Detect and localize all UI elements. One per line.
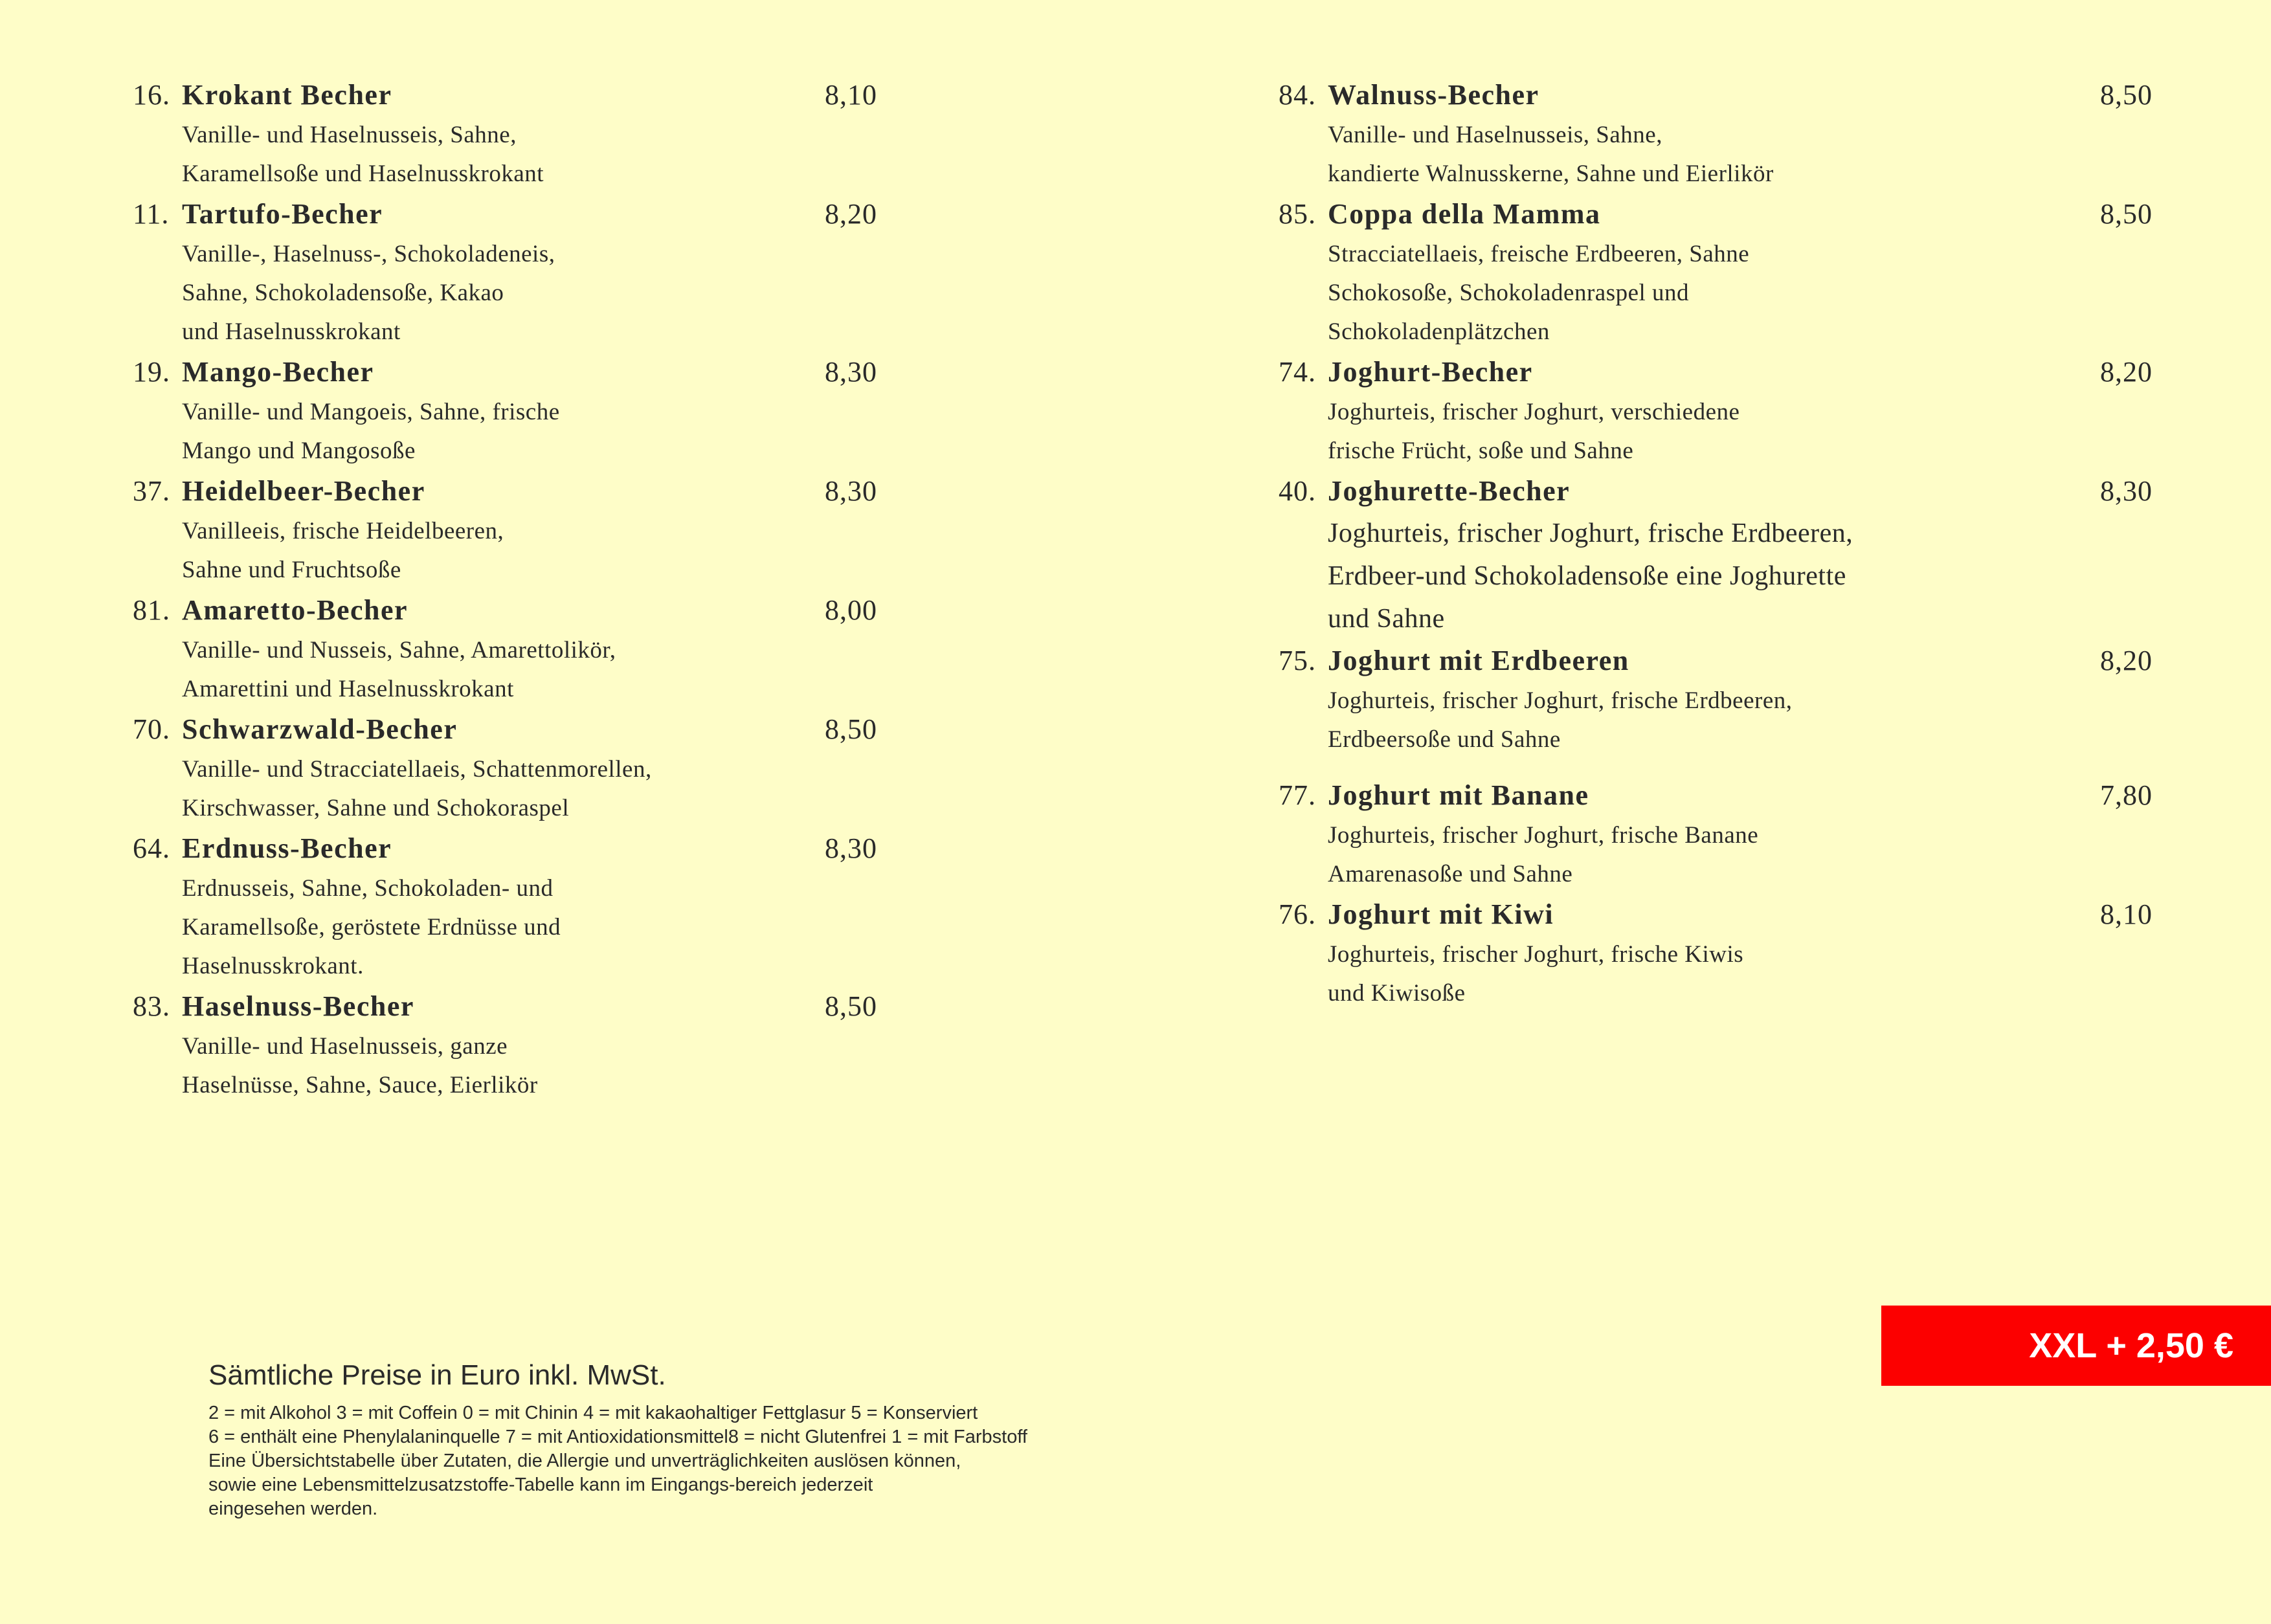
menu-item-description: Amarenasoße und Sahne (1328, 861, 1573, 887)
menu-item-price: 8,30 (825, 475, 877, 507)
menu-item-description: Haselnusskrokant. (182, 953, 364, 979)
menu-item-description: Joghurteis, frischer Joghurt, frische Erdbeeren, (1328, 687, 1793, 714)
menu-item (133, 590, 877, 709)
menu-item-description: und Kiwisoße (1328, 980, 1466, 1007)
menu-item-description: Erdbeer-und Schokoladensoße eine Joghurette (1328, 561, 1846, 591)
menu-item-description: frische Frücht, soße und Sahne (1328, 438, 1634, 464)
menu-item-header (133, 471, 877, 512)
menu-item-header (1279, 640, 2153, 682)
menu-item-number: 76. (1279, 898, 1316, 930)
menu-item-header (1279, 471, 2153, 512)
menu-item (1279, 894, 2153, 1013)
menu-item-header (133, 351, 877, 393)
menu-item-name: Heidelbeer-Becher (182, 475, 425, 507)
menu-item-description: Vanille- und Nusseis, Sahne, Amarettolikör, (182, 637, 616, 663)
menu-item-price: 8,30 (825, 356, 877, 388)
menu-item-name: Joghurt mit Banane (1328, 779, 1589, 811)
menu-item-price: 8,30 (825, 832, 877, 864)
menu-item-header (133, 74, 877, 116)
menu-item-number: 16. (133, 79, 170, 111)
menu-item (133, 709, 877, 828)
menu-item-number: 19. (133, 356, 170, 388)
menu-item (133, 351, 877, 471)
menu-item-number: 77. (1279, 779, 1316, 811)
menu-item-description: Vanille- und Stracciatellaeis, Schattenmorellen, (182, 756, 652, 783)
menu-item-number: 84. (1279, 79, 1316, 111)
menu-item-price: 8,10 (825, 79, 877, 111)
menu-item-price: 8,50 (825, 990, 877, 1022)
menu-item-description: Stracciatellaeis, freische Erdbeeren, Sahne (1328, 241, 1750, 267)
menu-item (1279, 74, 2153, 194)
menu-item-number: 81. (133, 594, 170, 626)
menu-item-description: Vanilleeis, frische Heidelbeeren, (182, 518, 504, 544)
menu-item-header (1279, 74, 2153, 116)
menu-item-description: und Haselnusskrokant (182, 318, 401, 345)
menu-item-price: 8,20 (2100, 356, 2153, 388)
menu-item-description: kandierte Walnusskerne, Sahne und Eierlikör (1328, 161, 1774, 187)
menu-item (1279, 194, 2153, 351)
menu-item-price: 8,50 (2100, 198, 2153, 230)
menu-item-description: Vanille- und Haselnusseis, ganze (182, 1033, 508, 1060)
menu-item-header (1279, 194, 2153, 235)
menu-item-header (133, 828, 877, 869)
menu-item (1279, 775, 2153, 894)
menu-item-number: 70. (133, 713, 170, 745)
menu-item-description: Vanille- und Mangoeis, Sahne, frische (182, 399, 560, 425)
menu-item (133, 471, 877, 590)
menu-item-header (1279, 894, 2153, 935)
menu-item-description: Joghurteis, frischer Joghurt, frische Banane (1328, 822, 1759, 849)
additive-legend-line: 2 = mit Alkohol 3 = mit Coffein 0 = mit Chinin 4 = mit kakaohaltiger Fettglasur 5 = Konserviert (208, 1403, 978, 1423)
menu-item-name: Joghurette-Becher (1328, 475, 1571, 507)
menu-item-header (133, 709, 877, 750)
menu-item-description: Kirschwasser, Sahne und Schokoraspel (182, 795, 570, 821)
menu-item-header (133, 590, 877, 631)
menu-item-number: 74. (1279, 356, 1316, 388)
menu-item-price: 8,20 (825, 198, 877, 230)
menu-item (133, 828, 877, 986)
menu-item (133, 194, 877, 351)
allergen-note-line: sowie eine Lebensmittelzusatzstoffe-Tabelle kann im Eingangs-bereich jederzeit (208, 1474, 873, 1495)
menu-item-price: 8,50 (2100, 79, 2153, 111)
right-menu-column (1279, 74, 2153, 1013)
menu-item-number: 37. (133, 475, 170, 507)
menu-item-name: Erdnuss-Becher (182, 832, 392, 864)
menu-item (1279, 471, 2153, 640)
menu-item-name: Joghurt mit Kiwi (1328, 898, 1554, 930)
allergen-note-line: eingesehen werden. (208, 1498, 378, 1519)
menu-item-description: Sahne und Fruchtsoße (182, 557, 401, 583)
menu-item-name: Schwarzwald-Becher (182, 713, 458, 745)
menu-item-description: Erdnusseis, Sahne, Schokoladen- und (182, 875, 554, 902)
menu-item (1279, 640, 2153, 759)
menu-item-description: Karamellsoße und Haselnusskrokant (182, 161, 544, 187)
menu-item-name: Mango-Becher (182, 356, 374, 388)
menu-item-price: 7,80 (2100, 779, 2153, 811)
menu-item-name: Joghurt mit Erdbeeren (1328, 645, 1629, 676)
menu-item-name: Haselnuss-Becher (182, 990, 414, 1022)
menu-item-price: 8,50 (825, 713, 877, 745)
menu-item (1279, 351, 2153, 471)
menu-item-header (1279, 351, 2153, 393)
menu-item-header (133, 986, 877, 1027)
additive-legend-line: 6 = enthält eine Phenylalaninquelle 7 = mit Antioxidationsmittel8 = nicht Glutenfrei 1 = mit Farbstoff (208, 1427, 1027, 1447)
xxl-surcharge-badge: XXL + 2,50 € (1881, 1306, 2271, 1386)
price-note-title: Sämtliche Preise in Euro inkl. MwSt. (208, 1359, 666, 1391)
menu-item-price: 8,00 (825, 594, 877, 626)
menu-item-number: 40. (1279, 475, 1316, 507)
menu-item-description: Erdbeersoße und Sahne (1328, 726, 1561, 753)
allergen-note-line: Eine Übersichtstabelle über Zutaten, die Allergie und unverträglichkeiten auslösen können, (208, 1451, 961, 1471)
menu-item (133, 74, 877, 194)
menu-item-name: Krokant Becher (182, 79, 392, 111)
menu-item-description: Vanille- und Haselnusseis, Sahne, (1328, 122, 1662, 148)
menu-item-description: Schokosoße, Schokoladenraspel und (1328, 280, 1690, 306)
price-note (208, 1356, 1154, 1521)
menu-item-name: Coppa della Mamma (1328, 198, 1601, 230)
menu-item (133, 986, 877, 1105)
menu-item-name: Joghurt-Becher (1328, 356, 1533, 388)
menu-item-description: Karamellsoße, geröstete Erdnüsse und (182, 914, 561, 940)
menu-item-price: 8,30 (2100, 475, 2153, 507)
menu-item-description: Joghurteis, frischer Joghurt, frische Erdbeeren, (1328, 518, 1853, 548)
menu-item-number: 83. (133, 990, 170, 1022)
menu-item-description: Amarettini und Haselnusskrokant (182, 676, 514, 702)
menu-item-description: Schokoladenplätzchen (1328, 318, 1550, 345)
menu-item-price: 8,10 (2100, 898, 2153, 930)
menu-item-description: Vanille-, Haselnuss-, Schokoladeneis, (182, 241, 555, 267)
menu-item-name: Tartufo-Becher (182, 198, 383, 230)
menu-item-description: Mango und Mangosoße (182, 438, 416, 464)
menu-item-header (133, 194, 877, 235)
menu-item-description: Joghurteis, frischer Joghurt, frische Kiwis (1328, 941, 1744, 968)
left-menu-column (133, 74, 877, 1105)
menu-item-number: 75. (1279, 645, 1316, 676)
menu-item-header (1279, 775, 2153, 816)
menu-item-number: 64. (133, 832, 170, 864)
menu-item-number: 11. (133, 198, 170, 230)
menu-item-price: 8,20 (2100, 645, 2153, 676)
menu-item-description: Sahne, Schokoladensoße, Kakao (182, 280, 504, 306)
menu-item-description: und Sahne (1328, 604, 1445, 634)
spacer (1279, 759, 2153, 775)
menu-item-number: 85. (1279, 198, 1316, 230)
menu-item-description: Haselnüsse, Sahne, Sauce, Eierlikör (182, 1072, 538, 1098)
menu-item-name: Amaretto-Becher (182, 594, 408, 626)
menu-item-description: Joghurteis, frischer Joghurt, verschiedene (1328, 399, 1740, 425)
menu-item-name: Walnuss-Becher (1328, 79, 1539, 111)
menu-item-description: Vanille- und Haselnusseis, Sahne, (182, 122, 517, 148)
